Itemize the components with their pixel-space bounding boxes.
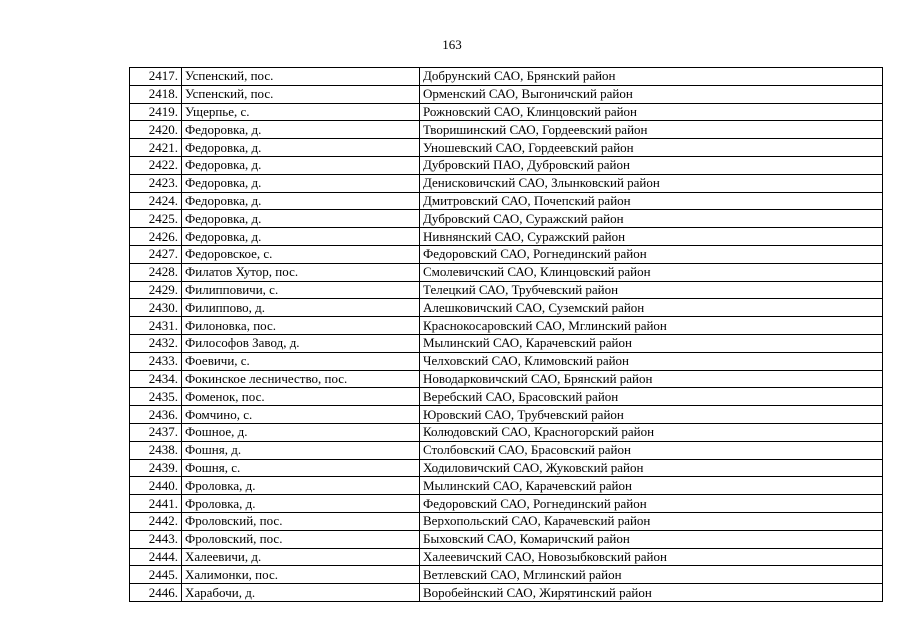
settlement-name: Философов Завод, д. [182, 334, 420, 352]
row-number: 2430. [130, 299, 182, 317]
administrative-area: Новодарковичский САО, Брянский район [420, 370, 883, 388]
settlement-name: Федоровка, д. [182, 156, 420, 174]
table-row [130, 192, 883, 210]
table-row [130, 85, 883, 103]
row-number: 2428. [130, 263, 182, 281]
administrative-area: Мылинский САО, Карачевский район [420, 477, 883, 495]
administrative-area: Верхопольский САО, Карачевский район [420, 512, 883, 530]
settlement-name: Фроловка, д. [182, 477, 420, 495]
settlement-name: Фошня, д. [182, 441, 420, 459]
row-number: 2436. [130, 406, 182, 424]
settlement-name: Федоровское, с. [182, 245, 420, 263]
administrative-area: Смолевичский САО, Клинцовский район [420, 263, 883, 281]
row-number: 2438. [130, 441, 182, 459]
table-row [130, 139, 883, 157]
row-number: 2423. [130, 174, 182, 192]
settlement-name: Успенский, пос. [182, 68, 420, 86]
settlement-name: Филоновка, пос. [182, 317, 420, 335]
settlement-name: Халеевичи, д. [182, 548, 420, 566]
row-number: 2435. [130, 388, 182, 406]
table-row [130, 406, 883, 424]
administrative-area: Столбовский САО, Брасовский район [420, 441, 883, 459]
administrative-area: Добрунский САО, Брянский район [420, 68, 883, 86]
row-number: 2444. [130, 548, 182, 566]
administrative-area: Орменский САО, Выгоничский район [420, 85, 883, 103]
row-number: 2442. [130, 512, 182, 530]
table-row [130, 299, 883, 317]
table-row [130, 103, 883, 121]
table-row [130, 459, 883, 477]
settlement-name: Федоровка, д. [182, 228, 420, 246]
settlement-name: Федоровка, д. [182, 174, 420, 192]
table-row [130, 156, 883, 174]
administrative-area: Краснокосаровский САО, Мглинский район [420, 317, 883, 335]
settlement-name: Фоевичи, с. [182, 352, 420, 370]
table-row [130, 530, 883, 548]
table-row [130, 317, 883, 335]
table-row [130, 334, 883, 352]
row-number: 2419. [130, 103, 182, 121]
settlement-name: Фроловский, пос. [182, 530, 420, 548]
settlement-name: Фокинское лесничество, пос. [182, 370, 420, 388]
administrative-area: Уношевский САО, Гордеевский район [420, 139, 883, 157]
administrative-area: Быховский САО, Комаричский район [420, 530, 883, 548]
table-row [130, 495, 883, 513]
settlement-name: Фошное, д. [182, 423, 420, 441]
administrative-area: Ходиловичский САО, Жуковский район [420, 459, 883, 477]
administrative-area: Ветлевский САО, Мглинский район [420, 566, 883, 584]
table-row [130, 263, 883, 281]
row-number: 2421. [130, 139, 182, 157]
row-number: 2441. [130, 495, 182, 513]
settlement-name: Ущерпье, с. [182, 103, 420, 121]
administrative-area: Телецкий САО, Трубчевский район [420, 281, 883, 299]
settlement-name: Федоровка, д. [182, 121, 420, 139]
settlement-name: Фоменок, пос. [182, 388, 420, 406]
settlement-name: Филатов Хутор, пос. [182, 263, 420, 281]
table-row [130, 210, 883, 228]
administrative-area: Воробейнский САО, Жирятинский район [420, 584, 883, 602]
page-number: 163 [442, 37, 462, 52]
row-number: 2432. [130, 334, 182, 352]
row-number: 2427. [130, 245, 182, 263]
row-number: 2446. [130, 584, 182, 602]
row-number: 2445. [130, 566, 182, 584]
table-row [130, 441, 883, 459]
administrative-area: Рожновский САО, Клинцовский район [420, 103, 883, 121]
administrative-area: Федоровский САО, Рогнединский район [420, 245, 883, 263]
table-row [130, 228, 883, 246]
row-number: 2439. [130, 459, 182, 477]
row-number: 2426. [130, 228, 182, 246]
settlement-name: Федоровка, д. [182, 139, 420, 157]
row-number: 2440. [130, 477, 182, 495]
row-number: 2433. [130, 352, 182, 370]
administrative-area: Денисковичский САО, Злынковский район [420, 174, 883, 192]
row-number: 2429. [130, 281, 182, 299]
row-number: 2437. [130, 423, 182, 441]
administrative-area: Дубровский ПАО, Дубровский район [420, 156, 883, 174]
row-number: 2417. [130, 68, 182, 86]
settlement-name: Фомчино, с. [182, 406, 420, 424]
administrative-area: Челховский САО, Климовский район [420, 352, 883, 370]
administrative-area: Творишинский САО, Гордеевский район [420, 121, 883, 139]
table-row [130, 68, 883, 86]
row-number: 2424. [130, 192, 182, 210]
administrative-area: Халеевичский САО, Новозыбковский район [420, 548, 883, 566]
table-row [130, 512, 883, 530]
table-row [130, 370, 883, 388]
table-row [130, 281, 883, 299]
row-number: 2422. [130, 156, 182, 174]
table-body [130, 68, 883, 602]
administrative-area: Федоровский САО, Рогнединский район [420, 495, 883, 513]
row-number: 2431. [130, 317, 182, 335]
row-number: 2425. [130, 210, 182, 228]
table-row [130, 174, 883, 192]
administrative-area: Мылинский САО, Карачевский район [420, 334, 883, 352]
settlement-name: Филиппово, д. [182, 299, 420, 317]
table-row [130, 388, 883, 406]
administrative-area: Дмитровский САО, Почепский район [420, 192, 883, 210]
settlement-name: Федоровка, д. [182, 210, 420, 228]
table-row [130, 423, 883, 441]
table-row [130, 245, 883, 263]
table-row [130, 352, 883, 370]
row-number: 2420. [130, 121, 182, 139]
settlement-name: Халимонки, пос. [182, 566, 420, 584]
table-row [130, 121, 883, 139]
settlement-name: Фошня, с. [182, 459, 420, 477]
table-row [130, 584, 883, 602]
table-row [130, 548, 883, 566]
settlement-name: Федоровка, д. [182, 192, 420, 210]
administrative-area: Юровский САО, Трубчевский район [420, 406, 883, 424]
settlements-table [129, 67, 883, 602]
administrative-area: Веребский САО, Брасовский район [420, 388, 883, 406]
administrative-area: Нивнянский САО, Суражский район [420, 228, 883, 246]
table-row [130, 566, 883, 584]
administrative-area: Алешковичский САО, Суземский район [420, 299, 883, 317]
row-number: 2443. [130, 530, 182, 548]
row-number: 2418. [130, 85, 182, 103]
settlement-name: Фроловка, д. [182, 495, 420, 513]
row-number: 2434. [130, 370, 182, 388]
settlement-name: Фроловский, пос. [182, 512, 420, 530]
settlement-name: Харабочи, д. [182, 584, 420, 602]
administrative-area: Дубровский САО, Суражский район [420, 210, 883, 228]
table-row [130, 477, 883, 495]
settlement-name: Филипповичи, с. [182, 281, 420, 299]
administrative-area: Колюдовский САО, Красногорский район [420, 423, 883, 441]
settlement-name: Успенский, пос. [182, 85, 420, 103]
